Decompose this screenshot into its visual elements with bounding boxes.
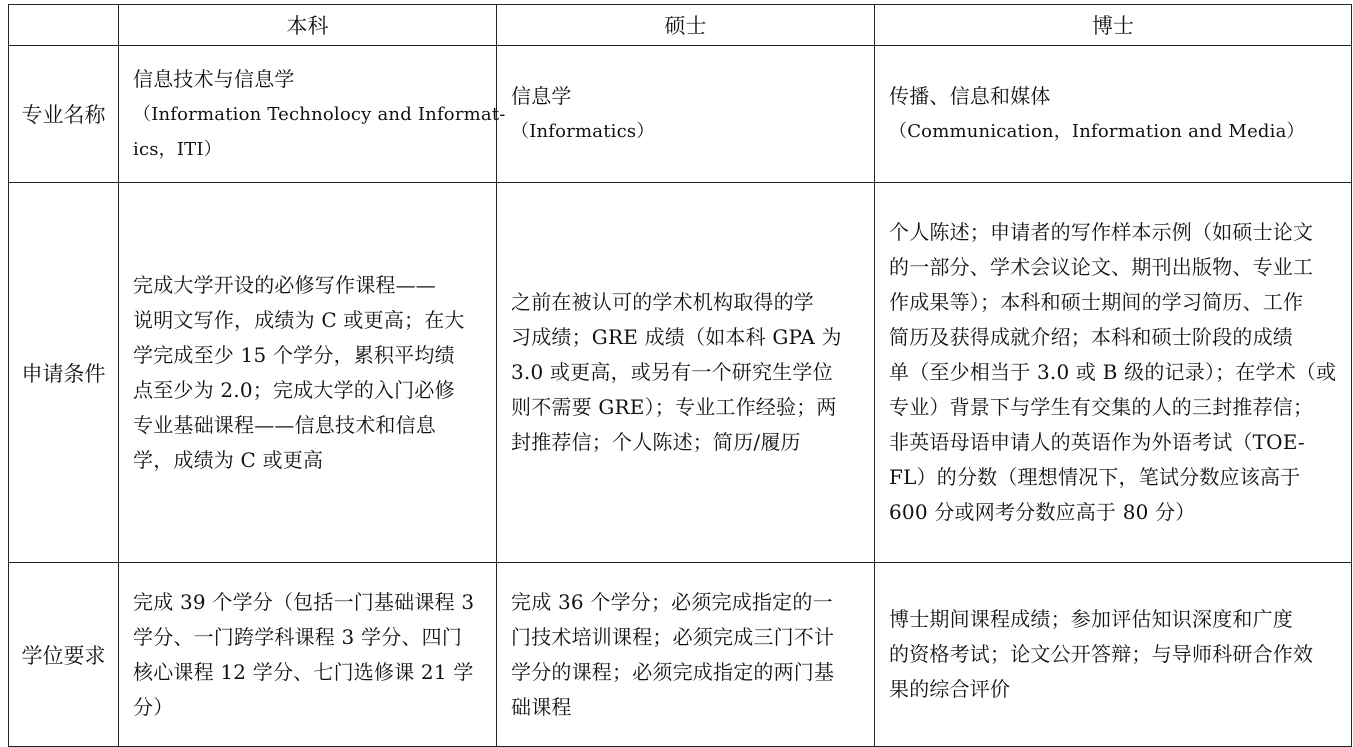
cell-line: 简历及获得成就介绍；本科和硕士阶段的成绩 xyxy=(889,325,1293,349)
cell-line: FL）的分数（理想情况下，笔试分数应该高于 xyxy=(889,465,1301,489)
header-bachelor: 本科 xyxy=(119,5,497,46)
cell-line: 果的综合评价 xyxy=(889,677,1011,701)
cell-line: 完成大学开设的必修写作课程—— xyxy=(133,272,436,297)
cell-line: 学，成绩为 C 或更高 xyxy=(133,447,324,472)
row-label-major-name: 专业名称 xyxy=(9,46,119,183)
cell-line: 封推荐信；个人陈述；简历/履历 xyxy=(511,430,801,454)
comparison-table xyxy=(8,4,1352,747)
bachelor-application-requirements xyxy=(119,183,497,563)
cell-line: 核心课程 12 学分、七门选修课 21 学 xyxy=(133,659,474,684)
cell-line: 习成绩；GRE 成绩（如本科 GPA 为 xyxy=(511,325,842,349)
cell-line: （Information Technolocy and Informat- xyxy=(133,103,506,125)
cell-line: 非英语母语申请人的英语作为外语考试（TOE- xyxy=(889,430,1305,454)
cell-line: 的一部分、学术会议论文、期刊出版物、专业工 xyxy=(889,255,1314,279)
master-degree-requirements xyxy=(497,563,875,747)
cell-line: 单（至少相当于 3.0 或 B 级的记录）；在学术（或 xyxy=(889,360,1337,384)
cell-line: 传播、信息和媒体 xyxy=(889,84,1051,108)
master-application-requirements xyxy=(497,183,875,563)
phd-application-requirements xyxy=(875,183,1352,563)
header-master: 硕士 xyxy=(497,5,875,46)
table-row xyxy=(9,183,1352,563)
cell-line: 说明文写作，成绩为 C 或更高；在大 xyxy=(133,307,465,332)
master-major-name xyxy=(497,46,875,183)
bachelor-major-name xyxy=(119,46,506,183)
cell-line: 分） xyxy=(133,694,174,719)
header-corner xyxy=(9,5,119,46)
cell-line: 600 分或网考分数应高于 80 分） xyxy=(889,500,1196,524)
cell-line: 完成 39 个学分（包括一门基础课程 3 xyxy=(133,589,475,614)
cell-line: 学分、一门跨学科课程 3 学分、四门 xyxy=(133,624,463,649)
cell-line: 专业）背景下与学生有交集的人的三封推荐信； xyxy=(889,395,1314,419)
cell-line: 之前在被认可的学术机构取得的学 xyxy=(511,290,814,314)
cell-line: （Informatics） xyxy=(511,121,655,142)
cell-line: 专业基础课程——信息技术和信息 xyxy=(133,412,436,437)
cell-line: 信息学 xyxy=(511,84,572,108)
bachelor-degree-requirements xyxy=(119,563,497,747)
phd-degree-requirements xyxy=(875,563,1352,747)
cell-line: ics，ITI） xyxy=(133,138,222,160)
table-row xyxy=(9,563,1352,747)
phd-major-name xyxy=(875,46,1352,183)
row-label-application-requirements: 申请条件 xyxy=(9,183,119,563)
cell-line: 博士期间课程成绩；参加评估知识深度和广度 xyxy=(889,607,1293,631)
cell-line: 学完成至少 15 个学分，累积平均绩 xyxy=(133,342,455,367)
cell-line: 个人陈述；申请者的写作样本示例（如硕士论文 xyxy=(889,220,1314,244)
table-row xyxy=(9,46,1352,183)
cell-line: 信息技术与信息学 xyxy=(133,66,295,91)
cell-line: 作成果等）；本科和硕士期间的学习简历、工作 xyxy=(889,290,1304,314)
row-label-degree-requirements: 学位要求 xyxy=(9,563,119,747)
cell-line: 3.0 或更高，或另有一个研究生学位 xyxy=(511,360,833,384)
cell-line: （Communication，Information and Media） xyxy=(889,121,1305,142)
header-phd: 博士 xyxy=(875,5,1352,46)
cell-line: 门技术培训课程；必须完成三门不计 xyxy=(511,624,835,649)
cell-line: 础课程 xyxy=(511,694,572,719)
cell-line: 点至少为 2.0；完成大学的入门必修 xyxy=(133,377,455,402)
cell-line: 学分的课程；必须完成指定的两门基 xyxy=(511,659,835,684)
cell-line: 完成 36 个学分；必须完成指定的一 xyxy=(511,589,833,614)
cell-line: 的资格考试；论文公开答辩；与导师科研合作效 xyxy=(889,642,1314,666)
cell-line: 则不需要 GRE）；专业工作经验；两 xyxy=(511,395,837,419)
header-row xyxy=(9,5,1352,46)
